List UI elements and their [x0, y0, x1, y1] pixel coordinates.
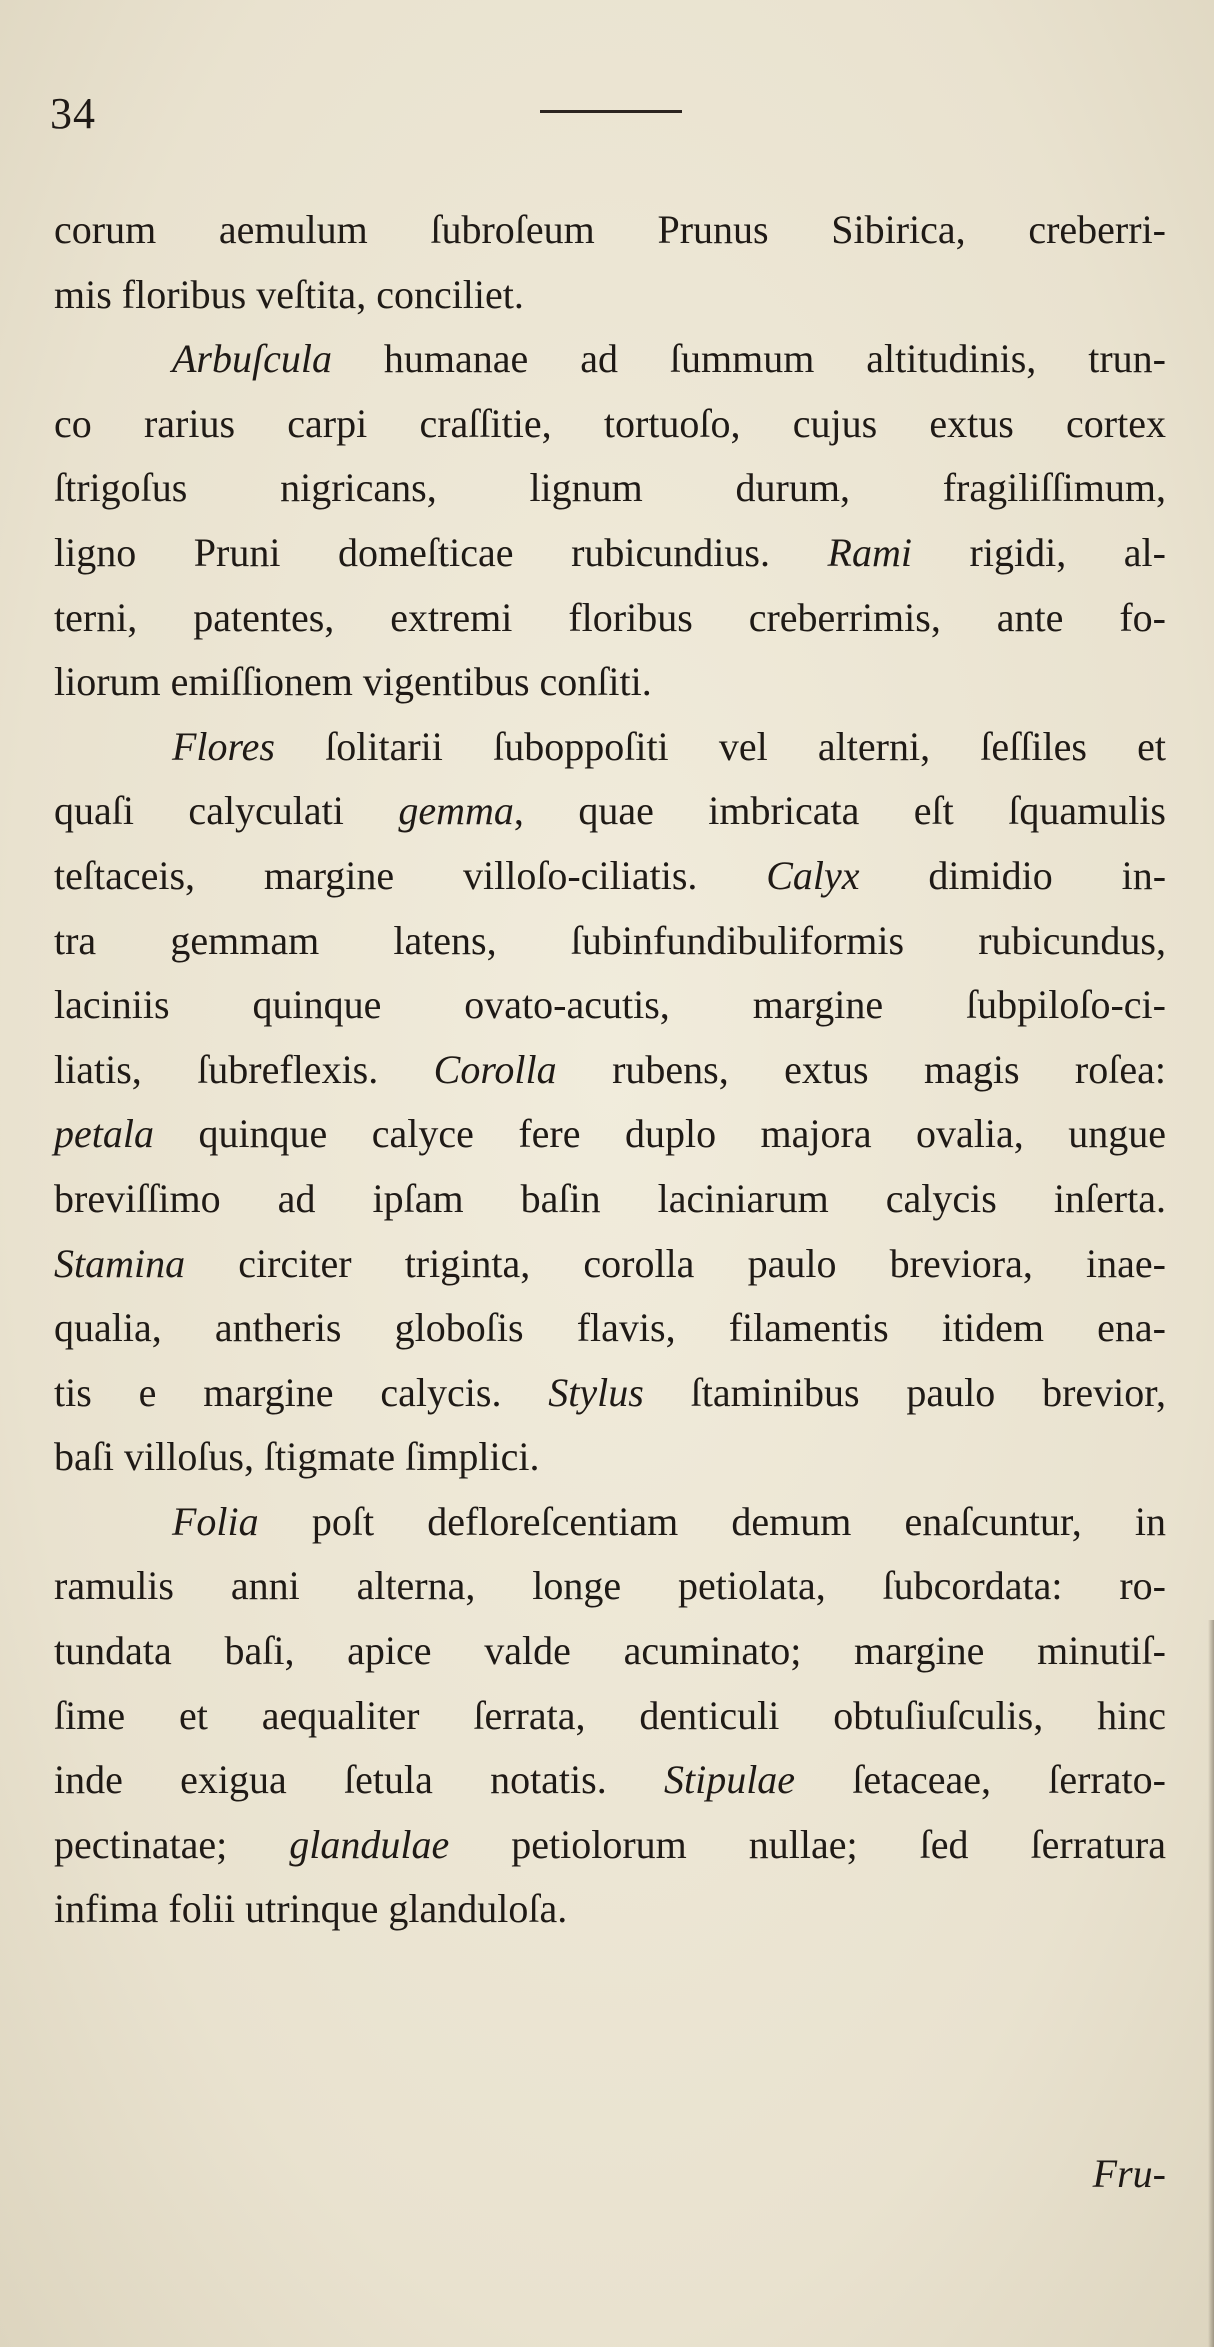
italic-term: Stipulae — [663, 1757, 796, 1803]
text-run: ſetaceae, ſerrato- — [795, 1757, 1166, 1803]
text-line — [54, 650, 1166, 715]
text-run: poſt defloreſcentiam demum enaſcuntur, in — [258, 1498, 1166, 1544]
text-line — [54, 521, 1166, 586]
text-line — [54, 1684, 1166, 1749]
italic-term: petala — [54, 1111, 154, 1157]
text-run: liorum emiſſionem vigentibus conſiti. — [54, 659, 652, 705]
text-run: baſi villoſus, ſtigmate ſimplici. — [54, 1434, 540, 1480]
paragraph — [54, 715, 1166, 1490]
text-run: circiter triginta, corolla paulo breviora, inae- — [185, 1240, 1166, 1286]
text-run: ſime et aequaliter ſerrata, denticuli obtuſiuſculis, hinc — [54, 1692, 1166, 1738]
text-line — [54, 1361, 1166, 1426]
text-run: tis e margine calycis. — [54, 1369, 549, 1415]
text-run: rigidi, al- — [911, 529, 1166, 575]
text-run: tundata baſi, apice valde acuminato; margine minutiſ- — [54, 1628, 1166, 1674]
text-run: quaſi calyculati — [54, 788, 399, 834]
text-line — [54, 1232, 1166, 1297]
header-rule — [540, 110, 682, 113]
text-line — [54, 1490, 1166, 1555]
text-run: , quae imbricata eſt ſquamulis — [513, 788, 1166, 834]
text-run: humanae ad ſummum altitudinis, trun- — [331, 336, 1166, 382]
text-run: ramulis anni alterna, longe petiolata, ſubcordata: ro- — [54, 1563, 1166, 1609]
text-run: dimidio in- — [859, 852, 1167, 898]
catchword: Fru- — [1092, 2151, 1166, 2196]
text-run: co rarius carpi craſſitie, tortuoſo, cujus extus cortex — [54, 400, 1166, 446]
text-line — [54, 973, 1166, 1038]
text-run: liatis, ſubreflexis. — [54, 1046, 434, 1092]
italic-term: glandulae — [289, 1821, 450, 1867]
text-line — [54, 327, 1166, 392]
italic-term: Corolla — [433, 1046, 557, 1092]
text-run: petiolorum nullae; ſed ſerratura — [449, 1821, 1166, 1867]
text-run: pectinatae; — [54, 1821, 290, 1867]
text-line — [54, 1425, 1166, 1490]
text-run: quinque calyce fere duplo majora ovalia, ungue — [153, 1111, 1166, 1157]
text-run: ligno Pruni domeſticae rubicundius. — [54, 529, 828, 575]
italic-term: Arbuſcula — [172, 336, 332, 382]
paragraph — [54, 198, 1166, 327]
page-number: 34 — [50, 89, 96, 138]
body-text — [54, 198, 1166, 1942]
text-run: tra gemmam latens, ſubinfundibuliformis rubicundus, — [54, 917, 1166, 963]
text-run: inde exigua ſetula notatis. — [54, 1757, 664, 1803]
italic-term: Calyx — [766, 852, 860, 898]
text-run: laciniis quinque ovato-acutis, margine ſubpiloſo-ci- — [54, 982, 1166, 1028]
text-line — [54, 909, 1166, 974]
text-run: breviſſimo ad ipſam baſin laciniarum calycis inſerta. — [54, 1175, 1166, 1221]
text-line — [54, 263, 1166, 328]
italic-term: Stylus — [548, 1369, 644, 1415]
italic-term: Flores — [172, 723, 275, 769]
paragraph — [54, 327, 1166, 715]
text-run: ſtrigoſus nigricans, lignum durum, fragiliſſimum, — [54, 465, 1166, 511]
text-run: ſolitarii ſuboppoſiti vel alterni, ſeſſiles et — [274, 723, 1166, 769]
italic-term: Folia — [172, 1498, 259, 1544]
text-line — [54, 1167, 1166, 1232]
paragraph — [54, 1490, 1166, 1942]
text-run: infima folii utrinque glanduloſa. — [54, 1886, 568, 1932]
italic-term: gemma — [398, 788, 514, 834]
text-line — [54, 779, 1166, 844]
text-run: mis floribus veſtita, conciliet. — [54, 271, 524, 317]
text-run: ſtaminibus paulo brevior, — [643, 1369, 1166, 1415]
text-line — [54, 1813, 1166, 1878]
text-line — [54, 1619, 1166, 1684]
text-line — [54, 844, 1166, 909]
text-line — [54, 1296, 1166, 1361]
text-line — [54, 1748, 1166, 1813]
text-line — [54, 456, 1166, 521]
italic-term: Rami — [827, 529, 912, 575]
text-line — [54, 1877, 1166, 1942]
text-line — [54, 1554, 1166, 1619]
text-run: corum aemulum ſubroſeum Prunus Sibirica, creberri- — [54, 207, 1166, 252]
text-run: rubens, extus magis roſea: — [556, 1046, 1166, 1092]
text-line — [54, 1038, 1166, 1103]
text-run: terni, patentes, extremi floribus creberrimis, ante fo- — [54, 594, 1166, 640]
text-line — [54, 715, 1166, 780]
text-line — [54, 392, 1166, 457]
text-run: teſtaceis, margine villoſo-ciliatis. — [54, 852, 767, 898]
text-line — [54, 1102, 1166, 1167]
text-line — [54, 198, 1166, 263]
italic-term: Stamina — [54, 1240, 186, 1286]
text-run: qualia, antheris globoſis flavis, filamentis itidem ena- — [54, 1305, 1166, 1351]
page-edge-shadow — [1208, 1620, 1214, 2347]
text-line — [54, 586, 1166, 651]
